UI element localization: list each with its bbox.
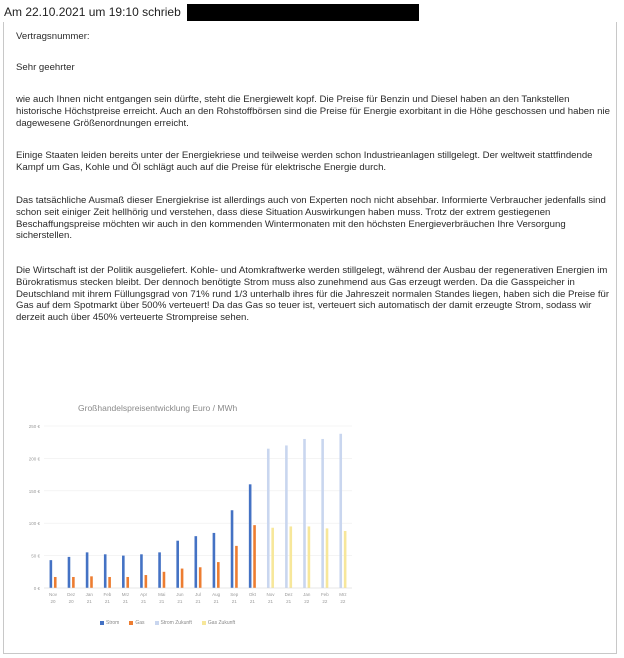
x-tick-label: 21 <box>86 599 92 604</box>
x-tick-label: 21 <box>267 599 273 604</box>
bar-gas <box>72 577 75 588</box>
y-tick-label: 250 € <box>28 424 40 429</box>
price-chart <box>22 398 358 638</box>
y-tick-label: 100 € <box>28 521 40 527</box>
paragraph-3: Das tatsächliche Ausmaß dieser Energiekrise ist allerdings auch von Experten noch nicht absehbar. Informierte Verbraucher jedenfalls sind schon seit einiger Zeit hellhörig und verstehen, dass diese Situation Auswirkungen haben muss. Trotz der extrem gestiegenen Beschaffungspreise möchten wir auch in den kommenden Wintermonaten mit den höchsten Energieverbräuchen Ihre Versorgung sicherstellen. <box>16 195 606 242</box>
bar-gas-zukunft <box>344 531 347 588</box>
bar-strom <box>231 510 234 588</box>
x-tick-label: 21 <box>159 599 165 604</box>
x-tick-label: Mrz <box>339 592 347 597</box>
x-tick-label: Dez <box>67 592 76 597</box>
y-tick-label: 50 € <box>31 553 40 559</box>
x-tick-label: Apr <box>140 592 148 597</box>
x-tick-label: 21 <box>195 599 201 604</box>
contract-number-label: Vertragsnummer: <box>16 31 90 42</box>
bar-gas <box>145 575 148 588</box>
legend-swatch <box>155 621 159 625</box>
bar-strom <box>50 560 53 588</box>
chart-canvas <box>22 398 358 638</box>
x-tick-label: Jan <box>85 592 93 597</box>
bar-gas <box>217 562 220 588</box>
bar-strom <box>140 554 143 588</box>
bar-strom <box>122 556 125 588</box>
bar-gas <box>253 525 256 588</box>
bar-strom <box>249 484 252 588</box>
x-tick-label: 21 <box>231 599 237 604</box>
legend-swatch <box>129 621 133 625</box>
x-tick-label: Mai <box>158 592 166 597</box>
x-tick-label: Nov <box>266 592 275 597</box>
email-quote-header <box>4 3 419 21</box>
x-tick-label: Feb <box>103 592 112 597</box>
x-tick-label: 21 <box>177 599 183 604</box>
bar-gas <box>235 546 238 588</box>
x-tick-label: Jun <box>176 592 184 597</box>
x-tick-label: Jan <box>303 592 311 597</box>
bar-gas-zukunft <box>326 528 329 588</box>
bar-strom-zukunft <box>267 449 270 588</box>
x-tick-label: Nov <box>49 592 58 597</box>
bar-strom-zukunft <box>321 439 324 588</box>
bar-strom <box>104 554 107 588</box>
x-tick-label: 21 <box>123 599 129 604</box>
bar-strom <box>86 552 89 588</box>
x-tick-label: Aug <box>212 592 221 597</box>
bar-strom <box>176 541 179 588</box>
bar-gas-zukunft <box>289 526 292 588</box>
x-tick-label: 21 <box>104 599 110 604</box>
x-tick-label: Feb <box>320 592 329 597</box>
greeting: Sehr geehrter <box>16 62 75 73</box>
x-tick-label: 20 <box>68 599 74 604</box>
bar-strom <box>68 557 71 588</box>
x-tick-label: 22 <box>340 599 346 604</box>
bar-gas <box>108 577 111 588</box>
legend-item <box>129 620 144 626</box>
x-tick-label: 22 <box>322 599 328 604</box>
x-tick-label: 22 <box>304 599 310 604</box>
legend-swatch <box>202 621 206 625</box>
x-tick-label: Sep <box>230 592 239 597</box>
bar-gas <box>199 567 202 588</box>
bar-strom-zukunft <box>285 445 288 588</box>
quote-header-text: Am 22.10.2021 um 19:10 schrieb <box>4 5 181 19</box>
bar-strom <box>213 533 216 588</box>
chart-legend <box>100 620 235 626</box>
x-tick-label: Mrz <box>121 592 130 597</box>
bar-gas-zukunft <box>308 526 311 588</box>
bar-gas <box>181 569 184 588</box>
legend-label: Gas <box>135 620 145 626</box>
bar-gas <box>90 576 93 588</box>
x-tick-label: Okt <box>248 592 256 597</box>
bar-strom <box>158 552 161 588</box>
bar-gas-zukunft <box>271 528 274 588</box>
legend-label: Gas Zukunft <box>207 620 236 626</box>
bar-strom <box>195 536 198 588</box>
x-tick-label: 21 <box>213 599 219 604</box>
legend-label: Strom <box>106 620 120 626</box>
bar-strom-zukunft <box>339 434 342 588</box>
paragraph-1: wie auch Ihnen nicht entgangen sein dürfte, steht die Energiewelt kopf. Die Preise für Benzin und Diesel haben an den Tankstellen historische Höchstpreise erreicht. Auch an den Rohstoffbörsen sind die Preise für Energie exorbitant in die Höhe geschossen und haben nie dagewesene Größenordnungen erreicht. <box>16 94 610 129</box>
paragraph-2: Einige Staaten leiden bereits unter der Energiekriese und teilweise werden schon Industrieanlagen stillgelegt. Der weltweit stattfindende Kampf um Gas, Kohle und Öl schlägt auch auf die Preise für elektrische Energie durch. <box>16 150 593 173</box>
legend-swatch <box>100 621 104 625</box>
bar-gas <box>163 572 166 588</box>
bar-gas <box>54 577 57 588</box>
legend-item <box>155 620 192 626</box>
bar-strom-zukunft <box>303 439 306 588</box>
y-tick-label: 0 € <box>33 586 40 591</box>
x-tick-label: Jul <box>195 592 201 597</box>
redacted-sender-block <box>187 4 419 21</box>
paragraph-4: Die Wirtschaft ist der Politik ausgeliefert. Kohle- und Atomkraftwerke werden stillgelegt, während der Ausbau der regenerativen Energien im Bürokratismus stecken bleibt. Der dennoch benötigte Strom muss also zunehmend aus Gas erzeugt werden. Da die Gasspeicher in Deutschland mit ihrem Füllungsgrad von 71% rund 1/3 unterhalb ihres für die Jahreszeit normalen Standes liegen, haben sich die Preise für Gas auf dem Spotmarkt über 500% verteuert! Da das Gas so teuer ist, verteuert sich automatisch der damit erzeugte Strom, sodass wir derzeit auch über 450% verteuerte Strompreise sehen. <box>16 265 610 324</box>
y-tick-label: 200 € <box>28 456 40 462</box>
bar-gas <box>126 577 129 588</box>
legend-item <box>202 620 235 626</box>
legend-item <box>100 620 119 626</box>
legend-label: Strom Zukunft <box>160 620 192 626</box>
x-tick-label: Dez <box>284 592 293 597</box>
x-tick-label: 20 <box>50 599 56 604</box>
x-tick-label: 21 <box>286 599 292 604</box>
y-tick-label: 150 € <box>28 488 40 494</box>
chart-title: Großhandelspreisentwicklung Euro / MWh <box>78 403 238 413</box>
x-tick-label: 21 <box>249 599 255 604</box>
x-tick-label: 21 <box>141 599 147 604</box>
